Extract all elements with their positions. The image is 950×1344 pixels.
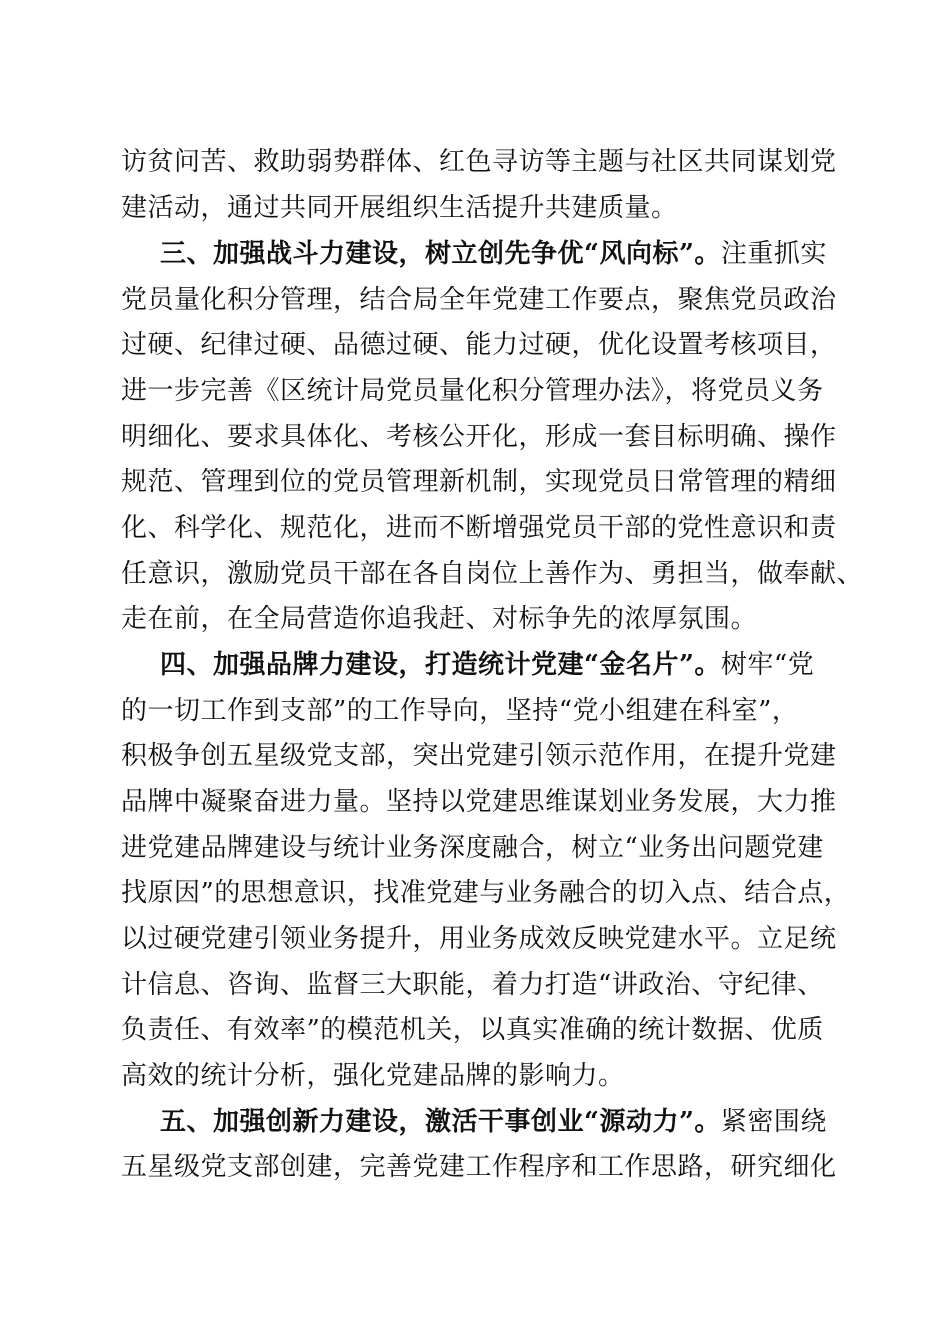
section-heading: 四、加强品牌力建设，打造统计党建“金名片”。: [160, 650, 721, 680]
text-line: 明细化、要求具体化、考核公开化，形成一套目标明确、操作: [121, 422, 837, 452]
text-line: 找原因”的思想意识，找准党建与业务融合的切入点、结合点，: [121, 878, 851, 908]
text-line: 访贫问苦、救助弱势群体、红色寻访等主题与社区共同谋划党: [121, 147, 837, 177]
text-line: 过硬、纪律过硬、品德过硬、能力过硬，优化设置考核项目，: [121, 330, 837, 360]
text-line: 负责任、有效率”的模范机关，以真实准确的统计数据、优质: [121, 1015, 824, 1045]
text-line: 规范、管理到位的党员管理新机制，实现党员日常管理的精细: [121, 467, 837, 497]
section-heading: 三、加强战斗力建设，树立创先争优“风向标”。: [160, 239, 721, 269]
paragraph-first-line: [160, 232, 827, 276]
text-line: 五星级党支部创建，完善党建工作程序和工作思路，研究细化: [121, 1152, 837, 1182]
text-fragment: 树牢“党: [720, 650, 815, 680]
paragraph-first-line: [160, 643, 814, 687]
text-line: 品牌中凝聚奋进力量。坚持以党建思维谋划业务发展，大力推: [121, 787, 837, 817]
text-line: 党员量化积分管理，结合局全年党建工作要点，聚焦党员政治: [121, 285, 837, 315]
paragraph-first-line: [160, 1100, 827, 1144]
text-line: 以过硬党建引领业务提升，用业务成效反映党建水平。立足统: [121, 924, 837, 954]
text-line: 走在前，在全局营造你追我赶、对标争先的浓厚氛围。: [121, 604, 758, 634]
text-line: 进一步完善《区统计局党员量化积分管理办法》，将党员义务: [121, 376, 824, 406]
text-line: 任意识，激励党员干部在各自岗位上善作为、勇担当，做奉献、: [121, 559, 864, 589]
text-line: 高效的统计分析，强化党建品牌的影响力。: [121, 1061, 625, 1091]
text-line: 建活动，通过共同开展组织生活提升共建质量。: [121, 193, 678, 223]
text-fragment: 紧密围绕: [720, 1107, 827, 1137]
text-line: 积极争创五星级党支部，突出党建引领示范作用，在提升党建: [121, 741, 837, 771]
text-line: 进党建品牌建设与统计业务深度融合，树立“业务出问题党建: [121, 833, 824, 863]
text-line: 化、科学化、规范化，进而不断增强党员干部的党性意识和责: [121, 513, 837, 543]
text-line: 计信息、咨询、监督三大职能，着力打造“讲政治、守纪律、: [121, 970, 824, 1000]
section-heading: 五、加强创新力建设，激活干事创业“源动力”。: [160, 1107, 721, 1137]
text-line: 的一切工作到支部”的工作导向，坚持“党小组建在科室”，: [121, 696, 799, 726]
text-fragment: 注重抓实: [720, 239, 827, 269]
